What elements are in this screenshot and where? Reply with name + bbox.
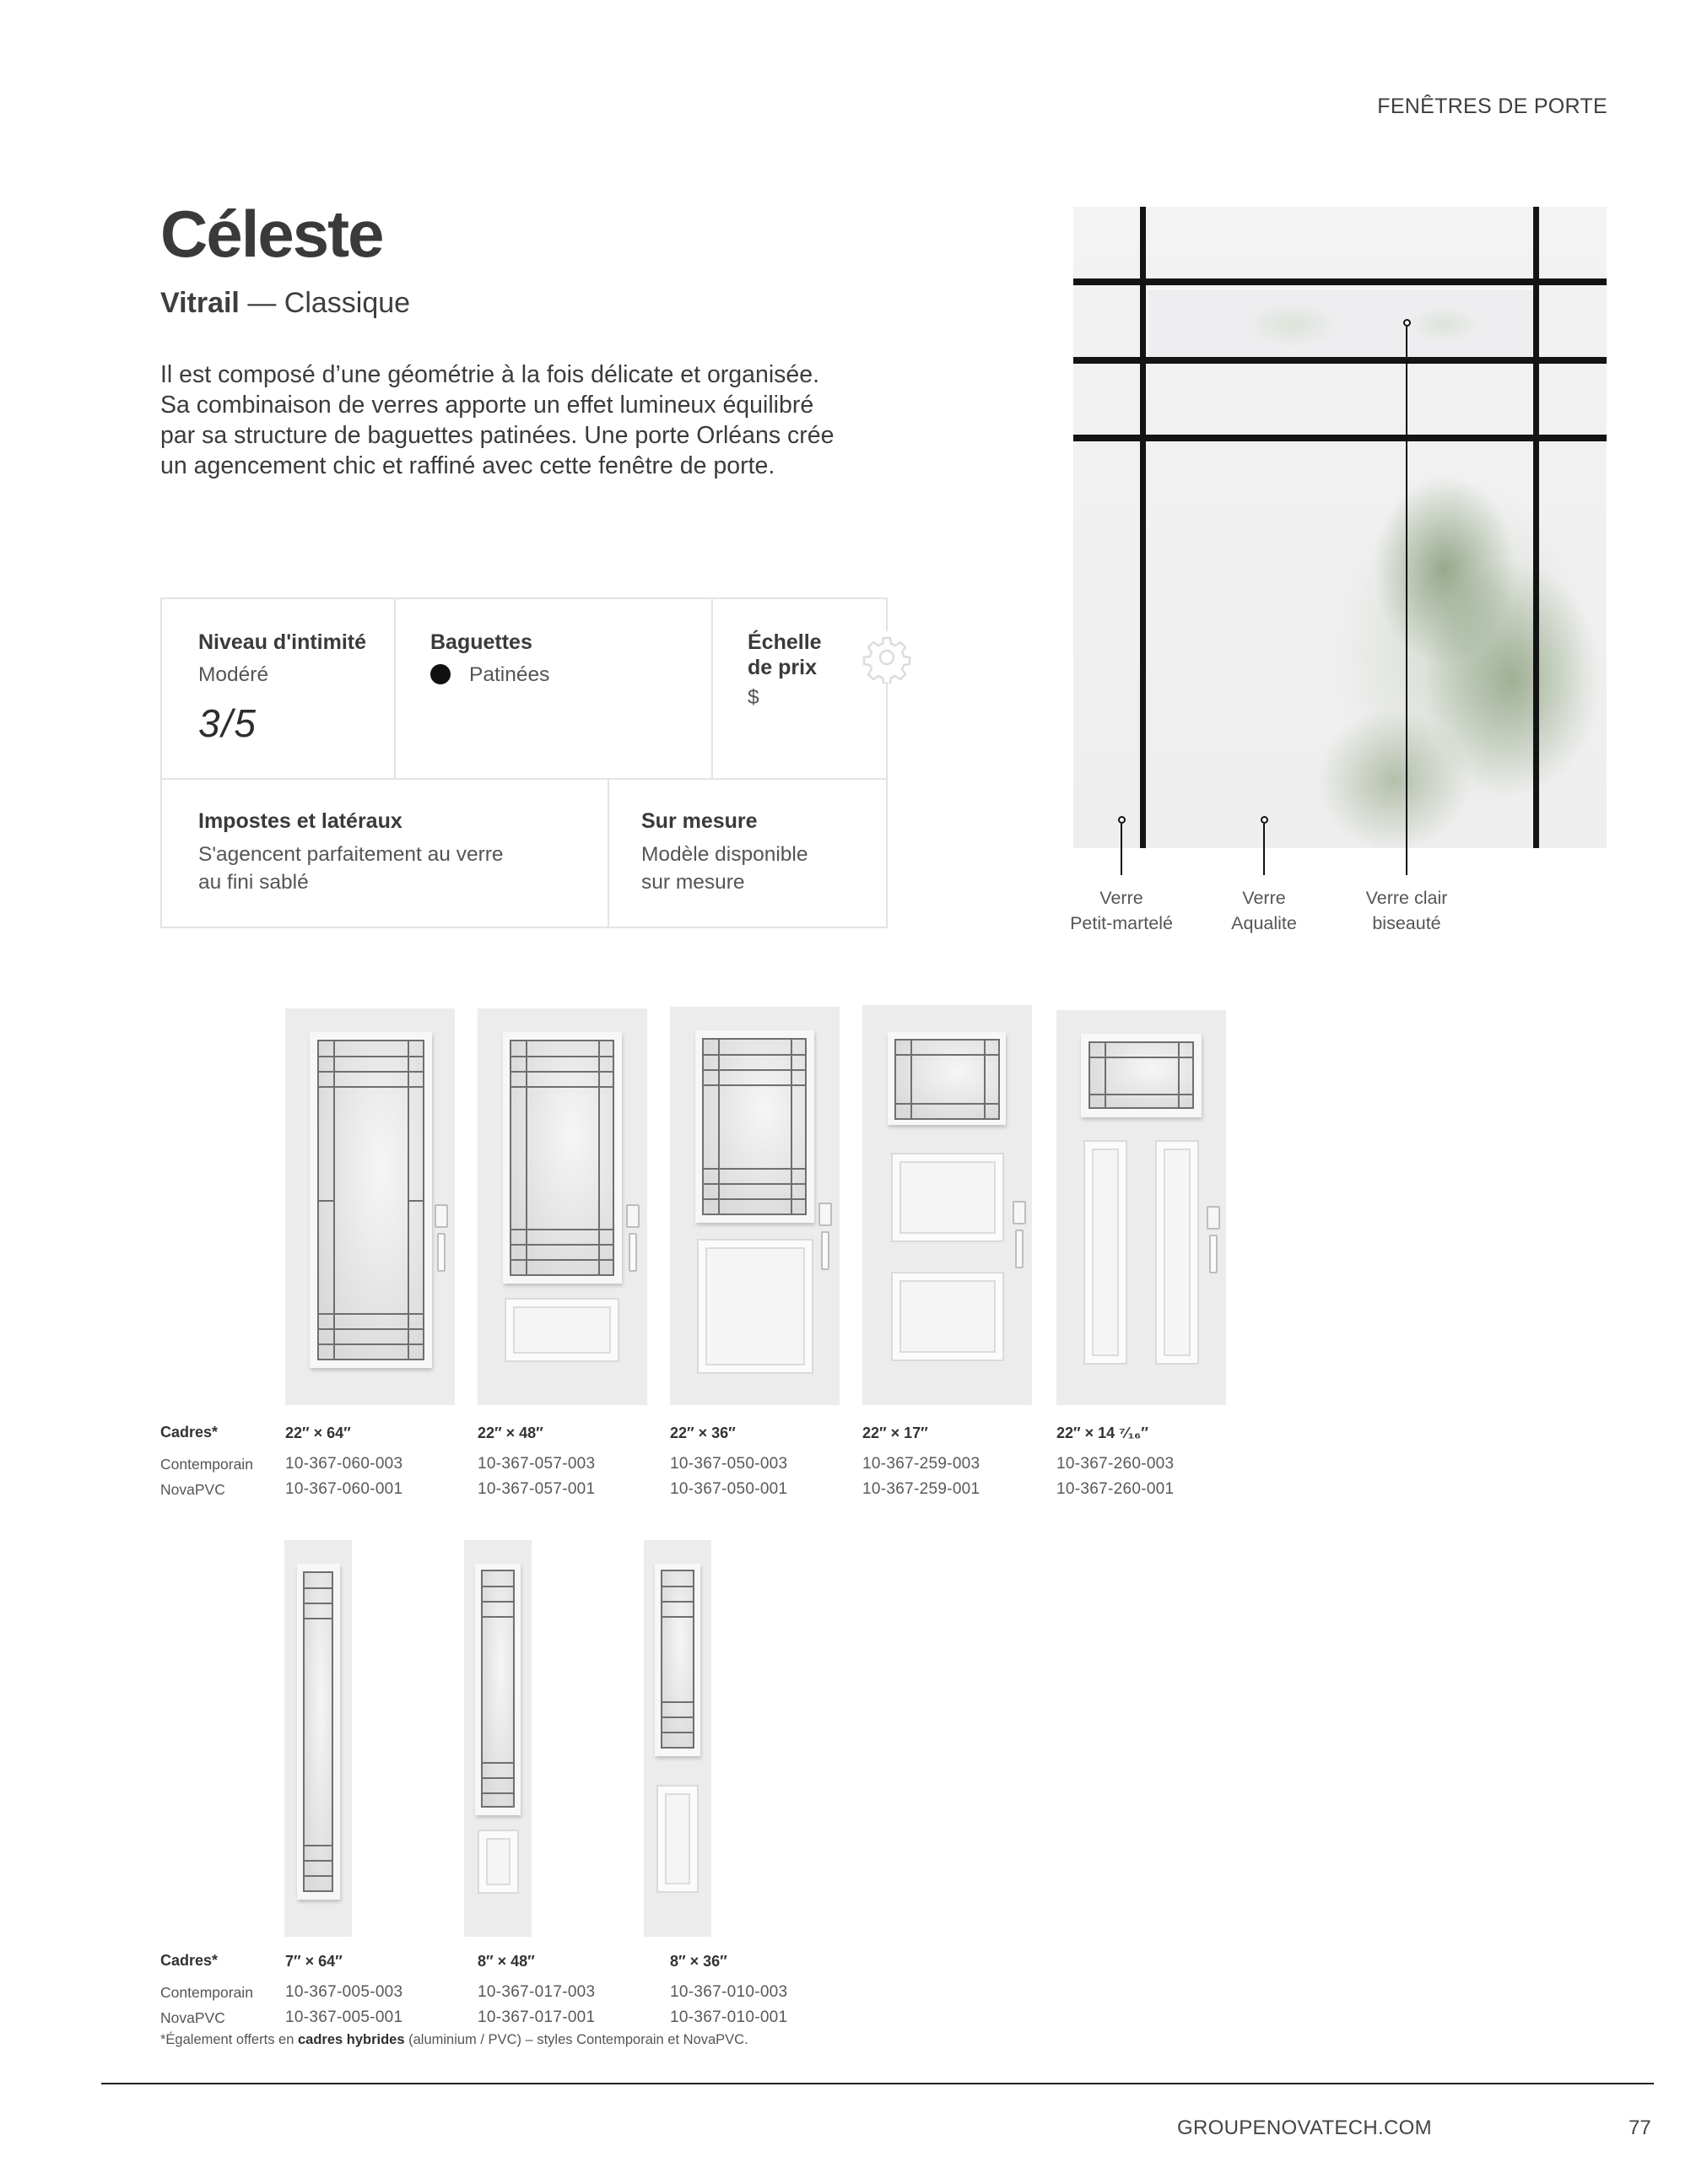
door-image-22x14-7-16 <box>1056 1010 1226 1405</box>
came-color-swatch <box>430 664 451 684</box>
sidelite-image-8x36 <box>644 1540 711 1937</box>
deadbolt <box>818 1203 832 1226</box>
privacy-value: Modéré <box>198 663 269 686</box>
custom-line2: sur mesure <box>641 871 745 894</box>
raised-panel <box>891 1272 1004 1361</box>
came-bar <box>1533 207 1539 848</box>
frames-label: Cadres* <box>160 1424 219 1441</box>
raised-panel <box>697 1239 813 1374</box>
came-bar <box>1073 357 1607 364</box>
callout-line <box>1263 824 1265 875</box>
callout-pin <box>1261 816 1268 824</box>
code-contemporain: 10-367-005-003 <box>285 1983 403 2001</box>
code-contemporain: 10-367-060-003 <box>285 1455 403 1473</box>
glass-photo <box>1073 207 1607 848</box>
feature-table <box>160 597 888 928</box>
door-handle <box>1209 1235 1218 1273</box>
callout-line <box>1406 327 1407 875</box>
door-size: 22″ × 64″ <box>285 1424 351 1441</box>
row-label-contemporain: Contemporain <box>160 1984 253 2001</box>
glass-insert <box>510 1040 614 1276</box>
footnote-text: *Également offerts en <box>160 2032 298 2047</box>
raised-panel <box>1155 1140 1199 1365</box>
description-line: Sa combinaison de verres apporte un effet lumineux équilibré <box>160 392 814 419</box>
code-novapvc: 10-367-010-001 <box>670 2008 788 2026</box>
custom-line1: Modèle disponible <box>641 843 808 866</box>
code-contemporain: 10-367-050-003 <box>670 1455 788 1473</box>
code-novapvc: 10-367-260-001 <box>1056 1480 1175 1498</box>
footnote <box>160 2032 748 2048</box>
custom-heading: Sur mesure <box>641 809 758 833</box>
callout-pin <box>1403 319 1411 327</box>
door-handle <box>629 1233 637 1272</box>
deadbolt <box>1013 1201 1026 1224</box>
code-novapvc: 10-367-050-001 <box>670 1480 788 1498</box>
door-image-22x48 <box>478 1008 647 1405</box>
door-handle <box>821 1231 829 1270</box>
door-size: 22″ × 36″ <box>670 1424 736 1441</box>
callout-line2: biseauté <box>1372 913 1441 933</box>
transoms-cell <box>198 808 504 896</box>
door-size: 22″ × 48″ <box>478 1424 543 1441</box>
product-category <box>160 287 410 320</box>
raised-panel <box>656 1785 699 1893</box>
transoms-heading: Impostes et latéraux <box>198 809 402 833</box>
came-value: Patinées <box>469 663 550 686</box>
price-heading-line2: de prix <box>748 656 817 679</box>
callout-clair-biseaute <box>1322 885 1491 936</box>
code-novapvc: 10-367-017-001 <box>478 2008 596 2026</box>
came-bar <box>1073 435 1607 441</box>
description-line: par sa structure de baguettes patinées. Une porte Orléans crée <box>160 422 835 449</box>
callout-line1: Verre clair <box>1365 888 1448 908</box>
price-heading-line1: Échelle <box>748 630 822 654</box>
footnote-text: (aluminium / PVC) – styles Contemporain et NovaPVC. <box>404 2032 748 2047</box>
divider <box>711 599 713 778</box>
deadbolt <box>435 1204 448 1228</box>
product-title: Céleste <box>160 197 383 271</box>
price-cell <box>748 630 822 711</box>
came-heading: Baguettes <box>430 630 532 654</box>
privacy-cell <box>198 630 366 746</box>
deadbolt <box>626 1204 640 1228</box>
sidelite-size: 7″ × 64″ <box>285 1953 343 1970</box>
callout-line1: Verre <box>1099 888 1143 908</box>
glass-insert <box>702 1038 807 1215</box>
description-line: Il est composé d’une géométrie à la fois délicate et organisée. <box>160 361 820 388</box>
code-contemporain: 10-367-010-003 <box>670 1983 788 2001</box>
door-handle <box>1015 1230 1024 1268</box>
sidelite-size: 8″ × 36″ <box>670 1953 727 1970</box>
callout-pin <box>1118 816 1126 824</box>
website-link[interactable]: GROUPENOVATECH.COM <box>1177 2116 1432 2139</box>
callout-line2: Petit-martelé <box>1070 913 1173 933</box>
glass-insert <box>303 1571 333 1892</box>
raised-panel <box>1083 1140 1127 1365</box>
door-image-22x17 <box>862 1005 1032 1405</box>
divider <box>394 599 396 778</box>
glass-insert <box>1088 1041 1194 1109</box>
came-option <box>430 661 549 689</box>
code-contemporain: 10-367-017-003 <box>478 1983 596 2001</box>
raised-panel <box>505 1298 619 1362</box>
code-contemporain: 10-367-259-003 <box>862 1455 980 1473</box>
gear-icon <box>861 631 913 684</box>
door-size: 22″ × 17″ <box>862 1424 928 1441</box>
product-description <box>160 359 835 481</box>
came-cell <box>430 630 549 689</box>
code-contemporain: 10-367-260-003 <box>1056 1455 1175 1473</box>
sidelite-size: 8″ × 48″ <box>478 1953 535 1970</box>
code-novapvc: 10-367-060-001 <box>285 1480 403 1498</box>
sidelite-image-7x64 <box>284 1540 352 1937</box>
category-style: — Classique <box>239 287 411 319</box>
custom-cell <box>641 808 808 896</box>
glass-insert <box>317 1040 424 1360</box>
deadbolt <box>1207 1206 1220 1230</box>
code-contemporain: 10-367-057-003 <box>478 1455 596 1473</box>
divider <box>162 778 886 780</box>
glass-insert <box>661 1570 694 1749</box>
transoms-line2: au fini sablé <box>198 871 309 894</box>
code-novapvc: 10-367-057-001 <box>478 1480 596 1498</box>
bevel-glass-pane <box>1148 289 1536 358</box>
code-novapvc: 10-367-259-001 <box>862 1480 980 1498</box>
glass-insert <box>481 1570 515 1808</box>
section-label: FENÊTRES DE PORTE <box>1377 95 1607 118</box>
door-handle <box>437 1233 446 1272</box>
door-size: 22″ × 14 ⁷⁄₁₆″ <box>1056 1424 1148 1441</box>
sidelite-image-8x48 <box>464 1540 532 1937</box>
divider <box>608 778 609 927</box>
callout-line1: Verre <box>1242 888 1286 908</box>
raised-panel <box>478 1830 519 1894</box>
row-label-contemporain: Contemporain <box>160 1456 253 1473</box>
page-number: 77 <box>1629 2116 1651 2139</box>
door-image-22x36 <box>670 1007 840 1405</box>
came-bar <box>1073 278 1607 285</box>
frames-label: Cadres* <box>160 1952 219 1969</box>
footer-divider <box>101 2083 1654 2084</box>
row-label-novapvc: NovaPVC <box>160 1481 225 1498</box>
transoms-line1: S'agencent parfaitement au verre <box>198 843 504 866</box>
price-value: $ <box>748 686 759 709</box>
footnote-emphasis: cadres hybrides <box>297 2032 405 2047</box>
category-type: Vitrail <box>160 287 240 319</box>
door-image-22x64 <box>285 1008 455 1405</box>
row-label-novapvc: NovaPVC <box>160 2009 225 2026</box>
code-novapvc: 10-367-005-001 <box>285 2008 403 2026</box>
callout-line <box>1121 824 1122 875</box>
raised-panel <box>891 1153 1004 1242</box>
privacy-rating: 3/5 <box>198 701 257 745</box>
glass-insert <box>894 1039 1000 1120</box>
callout-line2: Aqualite <box>1231 913 1297 933</box>
came-bar <box>1140 207 1146 848</box>
description-line: un agencement chic et raffiné avec cette fenêtre de porte. <box>160 452 775 479</box>
privacy-heading: Niveau d'intimité <box>198 630 367 654</box>
